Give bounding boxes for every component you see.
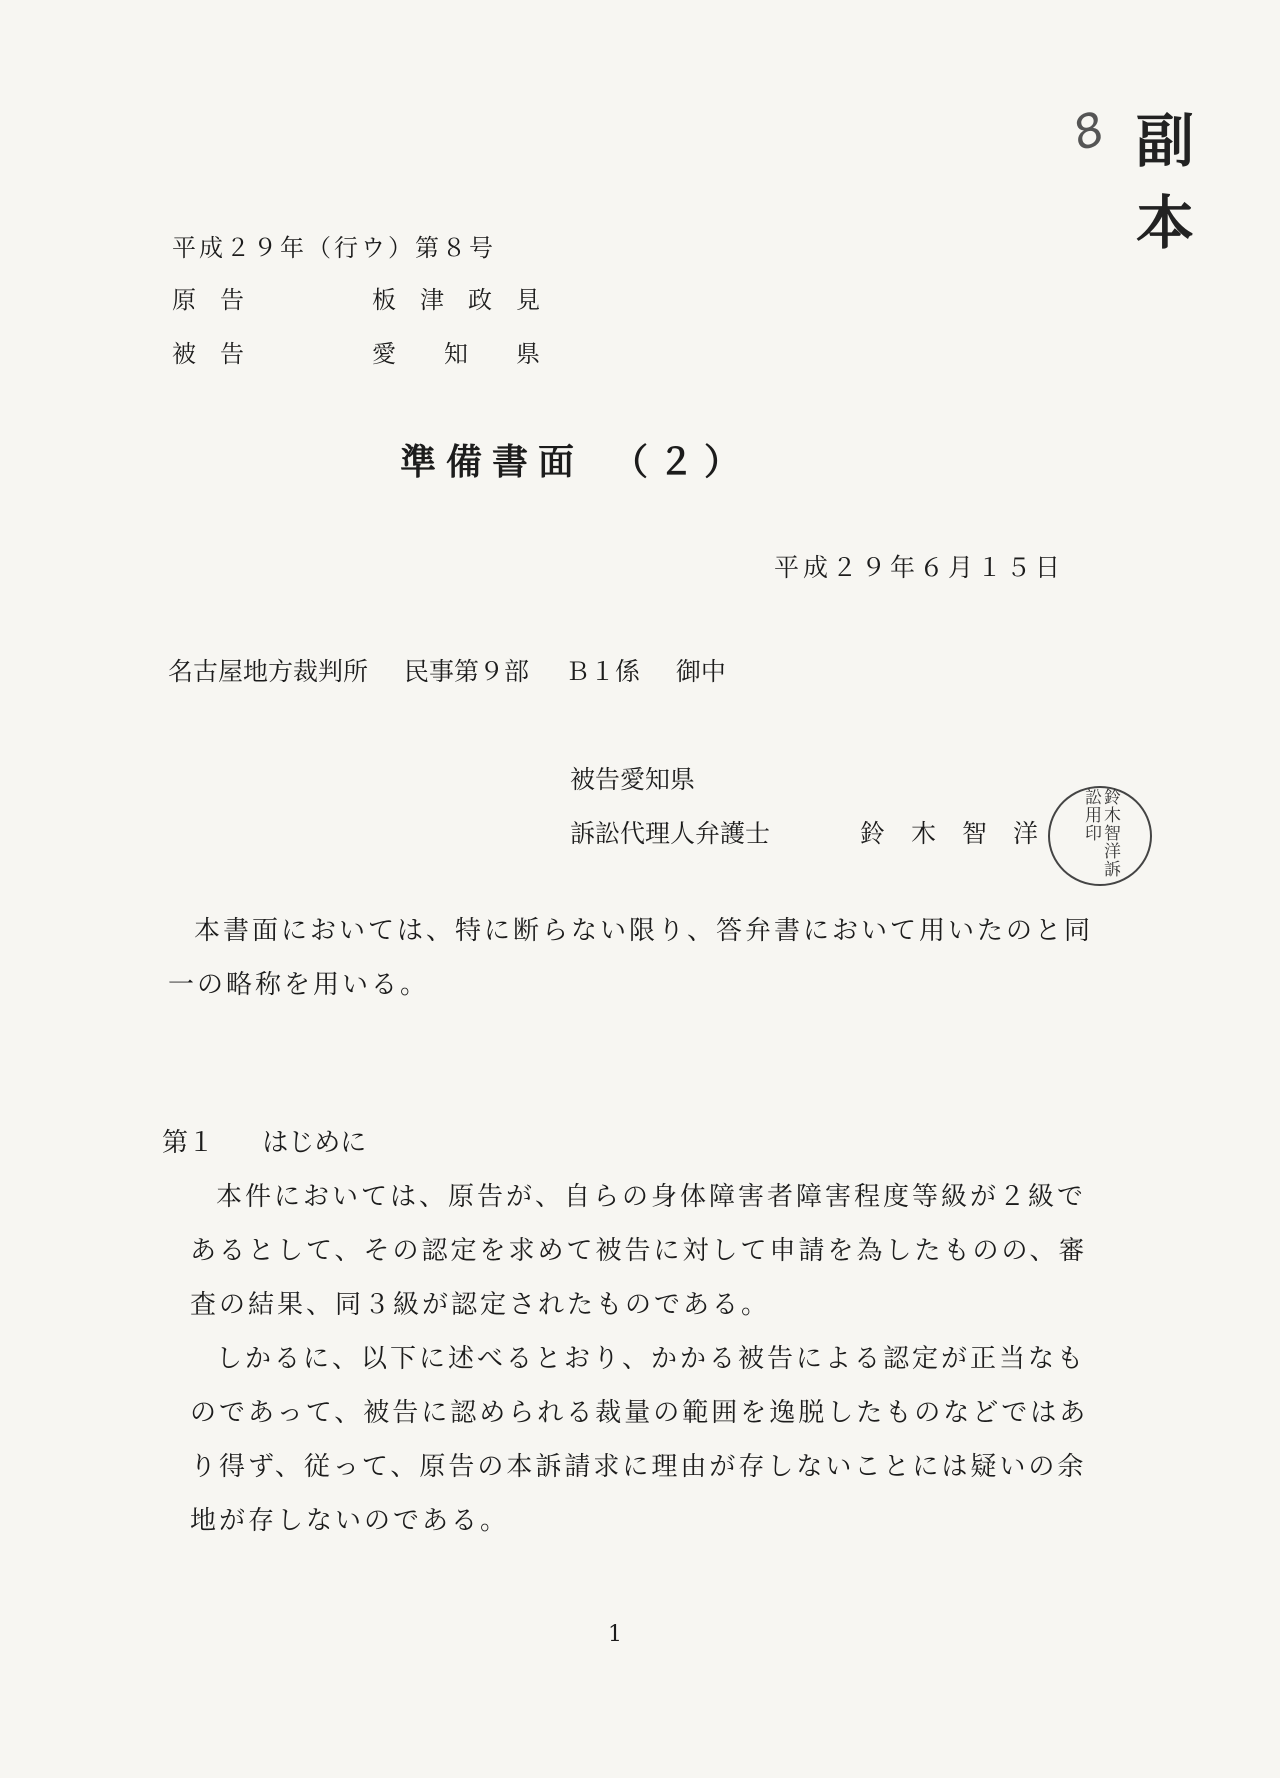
attorney-seal [1048, 786, 1152, 886]
section-number: 第１ [162, 1128, 215, 1158]
section-name: Ｂ１係 [564, 657, 640, 686]
seal-text: 鈴木智洋訴訟用印 [1081, 788, 1120, 878]
plaintiff-role: 原 告 [172, 286, 244, 314]
section-title: はじめに [262, 1128, 367, 1158]
plaintiff-name: 板 津 政 見 [372, 286, 540, 314]
document-title: 準備書面 （２） [400, 441, 751, 483]
submitter-party: 被告愛知県 [570, 765, 696, 794]
body-line: 査の結果、同３級が認定されたものである。 [190, 1290, 771, 1320]
page-number: 1 [608, 1622, 622, 1647]
intro-paragraph [168, 904, 1093, 1012]
handwritten-mark: 8 [1066, 100, 1111, 162]
submitter-name: 鈴木智洋 [860, 819, 1065, 848]
copy-stamp: 副本 [1135, 107, 1194, 257]
body-line: り得ず、従って、原告の本訴請求に理由が存しないことには疑いの余 [190, 1452, 1087, 1482]
section1-paragraph-2 [190, 1332, 1088, 1548]
submitter-role: 訴訟代理人弁護士 [570, 819, 771, 848]
division-name: 民事第９部 [403, 657, 529, 686]
defendant-name: 愛 知 県 [372, 340, 540, 368]
section-heading [162, 1122, 366, 1159]
honorific: 御中 [675, 657, 726, 686]
defendant-role: 被 告 [172, 340, 244, 368]
body-line: のであって、被告に認められる裁量の範囲を逸脱したものなどではあ [190, 1398, 1089, 1428]
intro-line: 本書面においては、特に断らない限り、答弁書において用いたのと同 [194, 916, 1094, 946]
court-name: 名古屋地方裁判所 [168, 657, 369, 686]
body-line: 本件においては、原告が、自らの身体障害者障害程度等級が２級で [216, 1182, 1087, 1212]
body-line: しかるに、以下に述べるとおり、かかる被告による認定が正当なも [216, 1344, 1087, 1374]
section1-paragraph-1 [190, 1170, 1087, 1332]
submitter-line [570, 814, 1065, 850]
body-line: 地が存しないのである。 [190, 1506, 510, 1536]
addressee [168, 652, 754, 688]
body-line: あるとして、その認定を求めて被告に対して申請を為したものの、審 [190, 1236, 1088, 1266]
intro-line: 一の略称を用いる。 [168, 970, 430, 1000]
case-number: 平成２９年（行ウ）第８号 [172, 234, 496, 262]
document-date: 平成２９年６月１５日 [774, 553, 1065, 582]
